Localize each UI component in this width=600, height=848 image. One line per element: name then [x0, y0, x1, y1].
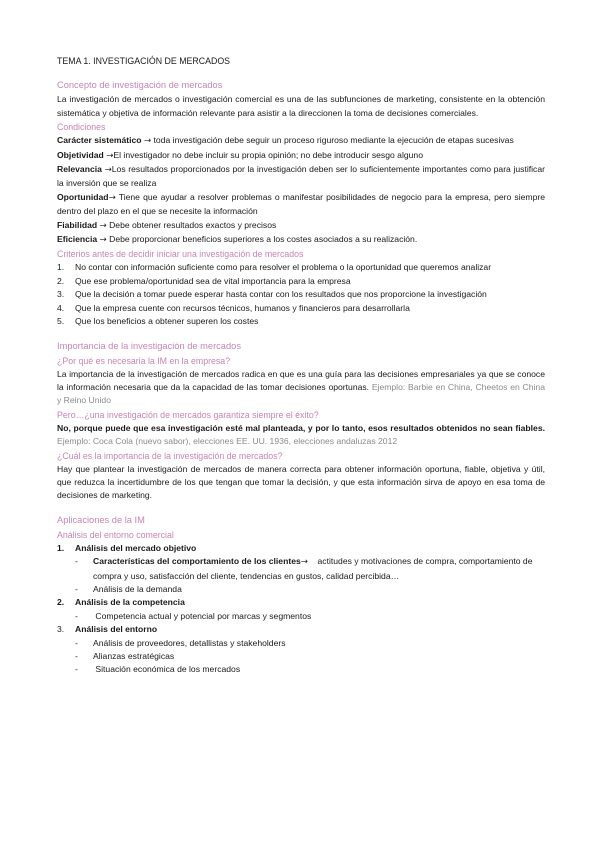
- question-2: Pero…¿una investigación de mercados garantiza siempre el éxito?: [57, 409, 319, 420]
- list-number: 1.: [57, 262, 65, 273]
- sublist-item: [75, 637, 545, 650]
- sublist-item: [75, 610, 545, 623]
- dash: -: [75, 610, 78, 621]
- list-item: [57, 302, 545, 315]
- list-text: Que la empresa cuente con recursos técnicos, humanos y financieros para desarrollarla: [75, 302, 410, 313]
- subheading-entorno-comercial: Análisis del entorno comercial: [57, 529, 174, 540]
- list-number: 3.: [57, 289, 65, 300]
- list-text: No contar con información suficiente como para resolver el problema o la oportunidad que queremos analizar: [75, 262, 492, 273]
- condition-text: Tiene que ayudar a resolver problemas o manifestar posibilidades de negocio para la empresa, pero siempre dentro del plazo en el que se necesite la información: [57, 191, 545, 217]
- list-text: Que ese problema/oportunidad sea de vital importancia para la empresa: [75, 275, 351, 286]
- answer-3: Hay que plantear la investigación de mercados de manera correcta para obtener información oportuna, fiable, objetiva y útil, que reduzca la incertidumbre de los que tengan que tomar la decisión, y que esta información sirva de apoyo en esa toma de decisiones de marketing.: [57, 463, 545, 501]
- list-item: [57, 315, 545, 328]
- dash: -: [75, 583, 78, 594]
- sublist-mercado: [57, 555, 545, 596]
- list-text: Análisis del entorno: [75, 624, 158, 635]
- arrow-icon: →: [143, 136, 152, 147]
- condition-term: Carácter sistemático: [57, 135, 142, 146]
- condition-text: toda investigación debe seguir un proceso riguroso mediante la ejecución de etapas sucesivas: [151, 135, 514, 146]
- section-heading-aplicaciones: Aplicaciones de la IM: [57, 514, 145, 525]
- applications-list: [57, 542, 545, 555]
- list-text: Que los beneficios a obtener superen los costes: [75, 316, 259, 327]
- sublist-detail: actitudes y motivaciones de compra, comportamiento de compra y uso, satisfacción del cliente, tendencias en gustos, calidad percibida…: [93, 556, 535, 581]
- sublist-text: Situación económica de los mercados: [93, 664, 241, 675]
- criteria-list: [57, 261, 545, 328]
- section-heading-concepto: Concepto de investigación de mercados: [57, 80, 223, 91]
- list-item: [57, 288, 545, 301]
- concepto-intro: La investigación de mercados o investigación comercial es una de las subfunciones de marketing, consistente en la obtención sistemática y objetiva de información relevante para asistir a la direccionen la toma de decisiones comerciales.: [57, 94, 545, 118]
- list-number: 4.: [57, 302, 65, 313]
- arrow-icon: →: [300, 557, 308, 568]
- sublist-text: Análisis de la demanda: [93, 583, 182, 594]
- condition-text: Debe obtener resultados exactos y precisos: [106, 219, 277, 230]
- sublist-competencia: [57, 610, 545, 623]
- sublist-text: Alianzas estratégicas: [93, 651, 175, 661]
- question-1: ¿Por qué es necesaria la IM en la empresa?: [57, 355, 231, 366]
- answer-2-bold: No, porque puede que esa investigación esté mal planteada, y por lo tanto, esos resultados obtenidos no sean fiables.: [57, 422, 545, 433]
- condition-objetividad: [57, 149, 545, 163]
- condition-oportunidad: [57, 191, 545, 219]
- list-item: [57, 623, 545, 636]
- list-item: [57, 261, 545, 274]
- answer-1: [57, 368, 545, 408]
- applications-list-3: [57, 623, 545, 636]
- answer-1-example: Ejemplo: Barbie en China, Cheetos en China y Reino Unido: [57, 381, 545, 406]
- section-heading-importancia: Importancia de la investigación de mercados: [57, 340, 241, 351]
- arrow-icon: →: [108, 192, 116, 203]
- condition-relevancia: [57, 163, 545, 191]
- document-page: [57, 55, 545, 677]
- applications-list-2: [57, 596, 545, 609]
- list-number: 1.: [57, 542, 65, 553]
- sublist-item: [75, 583, 545, 596]
- list-text: Análisis de la competencia: [75, 597, 185, 608]
- sublist-item: [75, 663, 545, 676]
- dash: -: [75, 651, 78, 661]
- condition-term: Eficiencia: [57, 234, 98, 245]
- sublist-text: [93, 555, 545, 583]
- list-text: Análisis del mercado objetivo: [75, 542, 197, 553]
- list-number: 5.: [57, 316, 65, 327]
- sublist-text: Competencia actual y potencial por marcas y segmentos: [93, 610, 312, 621]
- condition-sistematico: [57, 134, 545, 148]
- dash: -: [75, 664, 78, 675]
- condition-term: Fiabilidad: [57, 219, 98, 230]
- condition-eficiencia: [57, 233, 545, 247]
- dash: -: [75, 556, 78, 567]
- subheading-condiciones: Condiciones: [57, 122, 106, 133]
- dash: -: [75, 637, 78, 648]
- list-number: 3.: [57, 624, 65, 635]
- condition-term: Oportunidad: [57, 191, 109, 202]
- list-number: 2.: [57, 597, 65, 608]
- condition-term: Relevancia: [57, 164, 102, 175]
- arrow-icon: →: [99, 220, 107, 231]
- answer-2-example: Ejemplo: Coca Cola (nuevo sabor), elecciones EE. UU. 1936, elecciones andaluzas 2012: [57, 436, 398, 447]
- condition-term: Objetividad: [57, 149, 104, 160]
- sublist-item: [75, 650, 545, 663]
- arrow-icon: →: [106, 150, 114, 161]
- question-3: ¿Cuál es la importancia de la investigación de mercados?: [57, 450, 283, 461]
- answer-1-text: La importancia de la investigación de mercados radica en que es una guía para las decisiones empresariales ya que se conoce la información necesaria que da la capacidad de las tomar decisiones oportunas.: [57, 368, 545, 392]
- list-item: [57, 542, 545, 555]
- subheading-criterios: Criterios antes de decidir iniciar una investigación de mercados: [57, 249, 304, 260]
- sublist-term: Características del comportamiento de los clientes: [93, 556, 301, 567]
- document-title: TEMA 1. INVESTIGACIÓN DE MERCADOS: [57, 56, 231, 66]
- list-item: [57, 596, 545, 609]
- condition-fiabilidad: [57, 219, 545, 233]
- arrow-icon: →: [99, 235, 107, 246]
- list-text: Que la decisión a tomar puede esperar hasta contar con los resultados que nos proporcione la investigación: [75, 289, 487, 300]
- list-number: 2.: [57, 275, 65, 286]
- list-item: [57, 275, 545, 288]
- answer-2: [57, 422, 545, 449]
- sublist-text: Análisis de proveedores, detallistas y stakeholders: [93, 637, 286, 648]
- sublist-entorno: [57, 637, 545, 677]
- condition-text: Debe proporcionar beneficios superiores a los costes asociados a su realización.: [106, 234, 418, 245]
- condition-text: El investigador no debe incluir su propia opinión; no debe introducir sesgo alguno: [113, 149, 423, 160]
- arrow-icon: →: [104, 165, 112, 176]
- condition-text: Los resultados proporcionados por la investigación deben ser lo suficientemente importantes como para justificar la inversión que se realiza: [57, 164, 545, 189]
- sublist-item: [75, 555, 545, 583]
